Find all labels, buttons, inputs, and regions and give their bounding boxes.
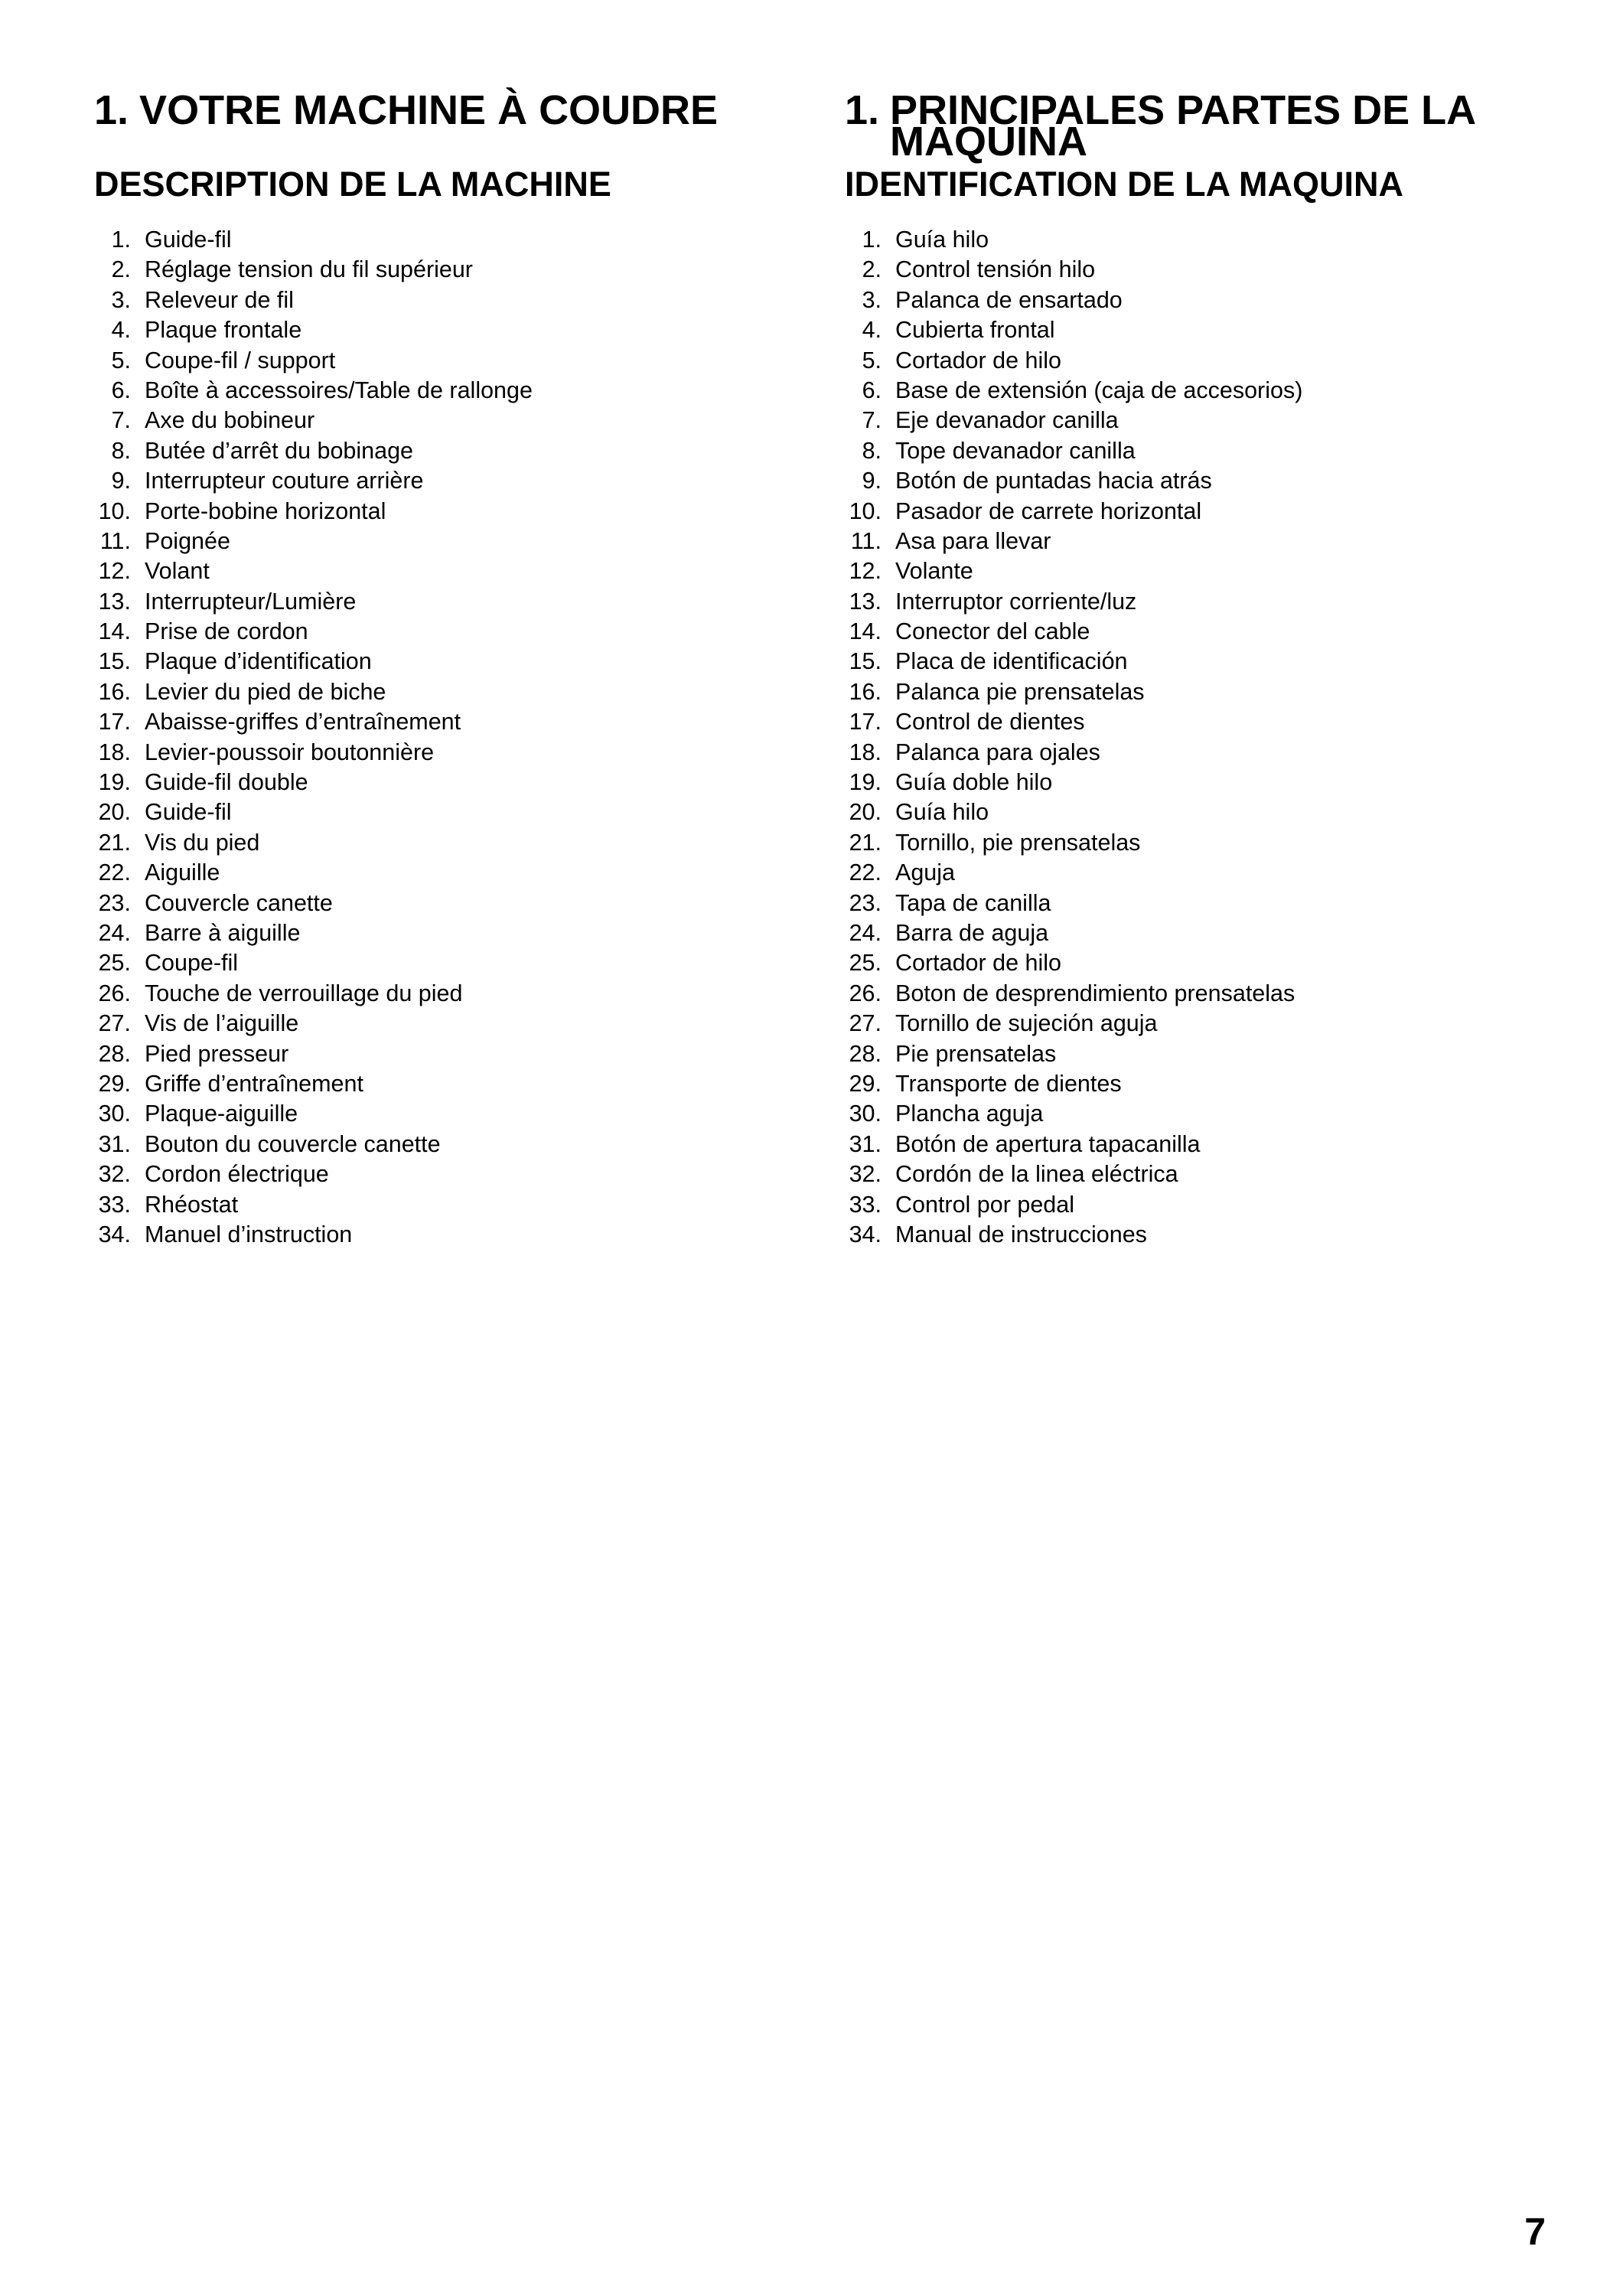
list-item-number: 19.: [98, 769, 131, 796]
french-parts-list: [94, 225, 813, 1250]
list-item-number: 28.: [98, 1040, 131, 1067]
list-item-number: 8.: [862, 437, 882, 464]
list-item-label: Cordon électrique: [145, 1161, 329, 1188]
list-item: [845, 1130, 1579, 1159]
list-item-label: Cubierta frontal: [895, 317, 1055, 344]
list-item-label: Palanca pie prensatelas: [895, 678, 1145, 705]
list-item-label: Asa para llevar: [895, 527, 1051, 554]
list-item: [845, 979, 1579, 1009]
list-item: [94, 918, 813, 948]
list-item-label: Manual de instrucciones: [895, 1221, 1147, 1247]
list-item-number: 25.: [98, 950, 131, 977]
list-item: [845, 858, 1579, 888]
list-item: [845, 1069, 1579, 1099]
list-item-number: 3.: [862, 286, 882, 313]
list-item: [845, 556, 1579, 586]
list-item: [94, 738, 813, 768]
list-item-number: 23.: [98, 889, 131, 916]
list-item-label: Aguja: [895, 859, 956, 886]
list-item: [94, 768, 813, 797]
list-item-label: Plaque-aiguille: [145, 1101, 298, 1127]
list-item-label: Cortador de hilo: [895, 950, 1062, 977]
list-item-label: Eje devanador canilla: [895, 407, 1119, 434]
list-item-number: 21.: [98, 829, 131, 856]
list-item: [845, 436, 1579, 466]
list-item: [845, 647, 1579, 677]
list-item: [845, 828, 1579, 858]
list-item: [94, 1099, 813, 1129]
list-item-label: Levier-poussoir boutonnière: [145, 739, 435, 765]
list-item: [94, 1069, 813, 1099]
list-item: [94, 436, 813, 466]
list-item-number: 4.: [111, 317, 131, 344]
list-item: [845, 527, 1579, 556]
list-item-number: 1.: [862, 227, 882, 253]
french-section-title: [94, 87, 813, 133]
list-item-number: 6.: [862, 377, 882, 403]
list-item: [94, 889, 813, 918]
list-item-number: 25.: [849, 950, 882, 977]
list-item: [845, 1009, 1579, 1039]
list-item-label: Tornillo, pie prensatelas: [895, 829, 1141, 856]
list-item-label: Coupe-fil: [145, 950, 239, 977]
list-item-label: Guía doble hilo: [895, 769, 1053, 796]
list-item-label: Réglage tension du fil supérieur: [145, 256, 473, 283]
list-item-label: Volante: [895, 558, 973, 585]
list-item-label: Plancha aguja: [895, 1101, 1044, 1127]
list-item-label: Plaque frontale: [145, 317, 302, 344]
list-item-number: 22.: [849, 859, 882, 886]
list-item-label: Pasador de carrete horizontal: [895, 497, 1202, 524]
spanish-section-title: [845, 87, 1579, 165]
list-item: [845, 707, 1579, 737]
list-item-label: Transporte de dientes: [895, 1070, 1122, 1097]
list-item-label: Touche de verrouillage du pied: [145, 980, 463, 1006]
french-column: [94, 87, 813, 1250]
list-item-number: 19.: [849, 769, 882, 796]
list-item-label: Abaisse-griffes d’entraînement: [145, 709, 461, 735]
list-item-number: 15.: [849, 648, 882, 675]
list-item-number: 7.: [111, 407, 131, 434]
list-item-number: 24.: [98, 919, 131, 946]
list-item-label: Interrupteur/Lumière: [145, 588, 357, 615]
list-item-label: Tapa de canilla: [895, 889, 1051, 916]
list-item: [845, 376, 1579, 406]
list-item: [845, 1039, 1579, 1069]
list-item-label: Tope devanador canilla: [895, 437, 1136, 464]
list-item-number: 34.: [98, 1221, 131, 1247]
list-item: [94, 527, 813, 556]
spanish-section-title-text: PRINCIPALES PARTES DE LA MAQUINA: [890, 87, 1475, 165]
list-item-label: Poignée: [145, 527, 230, 554]
list-item: [845, 497, 1579, 527]
list-item-number: 20.: [849, 799, 882, 826]
list-item-label: Vis de l’aiguille: [145, 1010, 299, 1037]
list-item-label: Conector del cable: [895, 618, 1090, 645]
list-item-label: Prise de cordon: [145, 618, 308, 645]
list-item-number: 18.: [98, 739, 131, 765]
list-item-number: 33.: [98, 1191, 131, 1218]
list-item: [94, 948, 813, 978]
list-item-number: 29.: [849, 1070, 882, 1097]
list-item-number: 26.: [98, 980, 131, 1006]
list-item-label: Guide-fil: [145, 227, 232, 253]
list-item-label: Manuel d’instruction: [145, 1221, 353, 1247]
list-item-number: 34.: [849, 1221, 882, 1247]
list-item: [94, 858, 813, 888]
french-section-title-text: VOTRE MACHINE À COUDRE: [139, 87, 719, 133]
list-item: [845, 797, 1579, 827]
list-item: [94, 1190, 813, 1220]
list-item-label: Base de extensión (caja de accesorios): [895, 377, 1303, 403]
list-item-number: 28.: [849, 1040, 882, 1067]
list-item-label: Placa de identificación: [895, 648, 1128, 675]
list-item-number: 12.: [849, 558, 882, 585]
list-item-label: Cortador de hilo: [895, 347, 1062, 373]
list-item: [94, 255, 813, 285]
list-item-label: Pied presseur: [145, 1040, 289, 1067]
list-item-label: Porte-bobine horizontal: [145, 497, 386, 524]
list-item-label: Botón de apertura tapacanilla: [895, 1130, 1201, 1157]
list-item: [94, 677, 813, 707]
list-item-number: 20.: [98, 799, 131, 826]
list-item-number: 14.: [98, 618, 131, 645]
list-item-number: 31.: [98, 1130, 131, 1157]
list-item: [845, 1220, 1579, 1250]
list-item-label: Interruptor corriente/luz: [895, 588, 1137, 615]
list-item: [94, 1220, 813, 1250]
list-item-number: 26.: [849, 980, 882, 1006]
list-item-number: 6.: [111, 377, 131, 403]
list-item-label: Volant: [145, 558, 210, 585]
list-item-number: 5.: [862, 347, 882, 373]
list-item-number: 17.: [849, 709, 882, 735]
list-item-number: 18.: [849, 739, 882, 765]
list-item-number: 33.: [849, 1191, 882, 1218]
list-item-label: Control tensión hilo: [895, 256, 1096, 283]
list-item-label: Boton de desprendimiento prensatelas: [895, 980, 1295, 1006]
list-item: [94, 828, 813, 858]
list-item-label: Levier du pied de biche: [145, 678, 386, 705]
list-item-number: 2.: [111, 256, 131, 283]
list-item-number: 31.: [849, 1130, 882, 1157]
list-item-number: 1.: [111, 227, 131, 253]
list-item-number: 17.: [98, 709, 131, 735]
list-item: [94, 406, 813, 435]
list-item: [845, 225, 1579, 255]
list-item: [94, 1009, 813, 1039]
list-item: [94, 315, 813, 345]
list-item-number: 10.: [849, 497, 882, 524]
list-item-label: Botón de puntadas hacia atrás: [895, 468, 1212, 494]
list-item-number: 2.: [862, 256, 882, 283]
list-item: [94, 497, 813, 527]
list-item-number: 8.: [111, 437, 131, 464]
list-item-label: Tornillo de sujeción aguja: [895, 1010, 1158, 1037]
list-item-label: Butée d’arrêt du bobinage: [145, 437, 414, 464]
list-item: [94, 979, 813, 1009]
list-item: [94, 346, 813, 376]
list-item: [845, 466, 1579, 496]
list-item-number: 14.: [849, 618, 882, 645]
list-item: [845, 255, 1579, 285]
list-item-number: 23.: [849, 889, 882, 916]
list-item: [845, 285, 1579, 315]
list-item-label: Control de dientes: [895, 709, 1085, 735]
list-item-label: Cordón de la linea eléctrica: [895, 1161, 1178, 1188]
list-item: [94, 1159, 813, 1189]
list-item: [94, 797, 813, 827]
list-item-label: Vis du pied: [145, 829, 260, 856]
list-item-label: Griffe d’entraînement: [145, 1070, 363, 1097]
list-item-label: Barra de aguja: [895, 919, 1049, 946]
list-item: [94, 707, 813, 737]
list-item-number: 24.: [849, 919, 882, 946]
list-item-label: Releveur de fil: [145, 286, 294, 313]
list-item-label: Control por pedal: [895, 1191, 1074, 1218]
list-item: [845, 315, 1579, 345]
list-item-label: Boîte à accessoires/Table de rallonge: [145, 377, 533, 403]
list-item-number: 15.: [98, 648, 131, 675]
list-item: [94, 285, 813, 315]
list-item-number: 32.: [849, 1161, 882, 1188]
list-item: [845, 1099, 1579, 1129]
list-item-label: Plaque d’identification: [145, 648, 372, 675]
spanish-column: [845, 87, 1579, 1250]
list-item: [845, 617, 1579, 647]
list-item-number: 21.: [849, 829, 882, 856]
list-item-label: Pie prensatelas: [895, 1040, 1057, 1067]
list-item: [845, 738, 1579, 768]
list-item-number: 30.: [98, 1101, 131, 1127]
list-item-label: Guía hilo: [895, 799, 989, 826]
french-section-number: 1.: [94, 87, 129, 133]
spanish-parts-list: [845, 225, 1579, 1250]
list-item-label: Axe du bobineur: [145, 407, 315, 434]
list-item-number: 4.: [862, 317, 882, 344]
list-item-number: 16.: [849, 678, 882, 705]
list-item: [94, 376, 813, 406]
list-item-label: Couvercle canette: [145, 889, 333, 916]
list-item: [845, 406, 1579, 435]
list-item: [845, 587, 1579, 617]
list-item-label: Palanca de ensartado: [895, 286, 1123, 313]
list-item-label: Interrupteur couture arrière: [145, 468, 424, 494]
list-item: [94, 1130, 813, 1159]
list-item-number: 32.: [98, 1161, 131, 1188]
list-item-label: Bouton du couvercle canette: [145, 1130, 441, 1157]
list-item-number: 27.: [849, 1010, 882, 1037]
list-item: [94, 466, 813, 496]
list-item-number: 13.: [98, 588, 131, 615]
list-item: [94, 587, 813, 617]
list-item: [94, 647, 813, 677]
list-item-number: 13.: [849, 588, 882, 615]
list-item: [94, 225, 813, 255]
list-item-number: 22.: [98, 859, 131, 886]
list-item-number: 10.: [98, 497, 131, 524]
list-item-number: 9.: [111, 468, 131, 494]
french-subsection-title: DESCRIPTION DE LA MACHINE: [94, 165, 611, 204]
spanish-subsection-title: IDENTIFICATION DE LA MAQUINA: [845, 165, 1403, 204]
list-item-number: 11.: [99, 527, 131, 554]
list-item-number: 29.: [98, 1070, 131, 1097]
list-item: [845, 677, 1579, 707]
list-item-label: Rhéostat: [145, 1191, 239, 1218]
page-number: 7: [1524, 2210, 1546, 2253]
list-item-number: 9.: [862, 468, 882, 494]
list-item-label: Palanca para ojales: [895, 739, 1100, 765]
list-item: [845, 346, 1579, 376]
list-item-number: 3.: [111, 286, 131, 313]
list-item: [845, 1190, 1579, 1220]
list-item-label: Barre à aiguille: [145, 919, 301, 946]
list-item-label: Coupe-fil / support: [145, 347, 336, 373]
list-item-label: Guide-fil double: [145, 769, 308, 796]
list-item-number: 16.: [98, 678, 131, 705]
list-item-number: 27.: [98, 1010, 131, 1037]
spanish-section-number: 1.: [845, 87, 880, 133]
list-item-label: Guide-fil: [145, 799, 232, 826]
list-item-label: Aiguille: [145, 859, 220, 886]
list-item: [845, 889, 1579, 918]
list-item: [845, 948, 1579, 978]
list-item: [94, 617, 813, 647]
list-item-number: 5.: [111, 347, 131, 373]
list-item: [845, 768, 1579, 797]
list-item-number: 11.: [850, 527, 882, 554]
list-item: [94, 1039, 813, 1069]
list-item-label: Guía hilo: [895, 227, 989, 253]
list-item-number: 7.: [862, 407, 882, 434]
list-item-number: 12.: [98, 558, 131, 585]
list-item-number: 30.: [849, 1101, 882, 1127]
list-item: [845, 1159, 1579, 1189]
list-item: [845, 918, 1579, 948]
list-item: [94, 556, 813, 586]
